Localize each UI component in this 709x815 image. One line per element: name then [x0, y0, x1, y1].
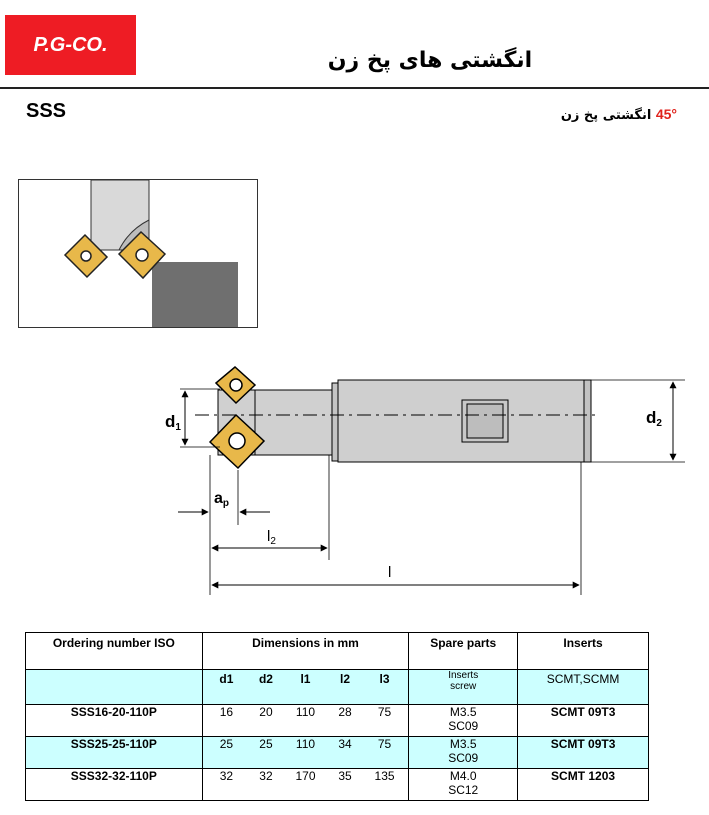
row-insert: SCMT 09T3: [518, 705, 649, 737]
table-row: [26, 737, 649, 769]
row-code: SSS25-25-110P: [26, 737, 203, 769]
table-header-row: [26, 633, 649, 670]
label-d2: d: [646, 408, 657, 427]
product-subtitle: [561, 106, 677, 123]
label-ap: a: [214, 490, 223, 507]
product-code: SSS: [26, 100, 67, 122]
table-subheader-row: [26, 670, 649, 705]
row-dims: 25 25 110 34 75: [202, 737, 409, 769]
label-d1: d: [165, 412, 176, 431]
dim-label: l2: [340, 672, 351, 686]
row-spare: M3.5 SC09: [409, 737, 518, 769]
svg-text:ap: [214, 490, 229, 509]
page-title: انگشتی های پخ زن: [327, 48, 533, 73]
label-d1-sub: 1: [175, 422, 181, 433]
subheader-inserts: SCMT,SCMM: [518, 670, 649, 705]
table-row: [26, 769, 649, 801]
header-inserts: Inserts: [518, 633, 649, 670]
header-divider: [0, 87, 709, 89]
label-l: l: [388, 564, 392, 581]
technical-drawing: [160, 355, 690, 600]
svg-text:d2: [646, 408, 662, 429]
label-d2-sub: 2: [656, 418, 662, 429]
row-insert: SCMT 09T3: [518, 737, 649, 769]
subtitle-text: انگشتی پخ زن: [560, 108, 656, 123]
row-code: SSS32-32-110P: [26, 769, 203, 801]
header-ordering: Ordering number ISO: [26, 633, 203, 670]
subheader-spare: Inserts screw: [409, 670, 518, 705]
row-spare: M3.5 SC09: [409, 705, 518, 737]
row-insert: SCMT 1203: [518, 769, 649, 801]
label-l2-sub: 2: [270, 536, 276, 547]
brand-logo: P.G-CO.: [5, 15, 136, 75]
svg-text:d1: [165, 412, 181, 433]
subheader-dims: [202, 670, 409, 705]
svg-text:l2: [267, 528, 276, 547]
tool-application-image: [18, 179, 258, 328]
dim-label: d1: [219, 672, 234, 686]
dim-label: l3: [379, 672, 390, 686]
row-code: SSS16-20-110P: [26, 705, 203, 737]
row-dims: 32 32 170 35 135: [202, 769, 409, 801]
row-spare: M4.0 SC12: [409, 769, 518, 801]
dim-label: l1: [300, 672, 311, 686]
label-ap-sub: p: [222, 498, 230, 509]
header-spare-parts: Spare parts: [409, 633, 518, 670]
label-l2: l: [267, 528, 271, 545]
dim-label: d2: [258, 672, 273, 686]
spec-table: [25, 632, 649, 801]
row-dims: 16 20 110 28 75: [202, 705, 409, 737]
header-dimensions: Dimensions in mm: [202, 633, 409, 670]
table-row: [26, 705, 649, 737]
chamfer-angle: 45°: [655, 106, 677, 122]
subheader-empty: [26, 670, 203, 705]
